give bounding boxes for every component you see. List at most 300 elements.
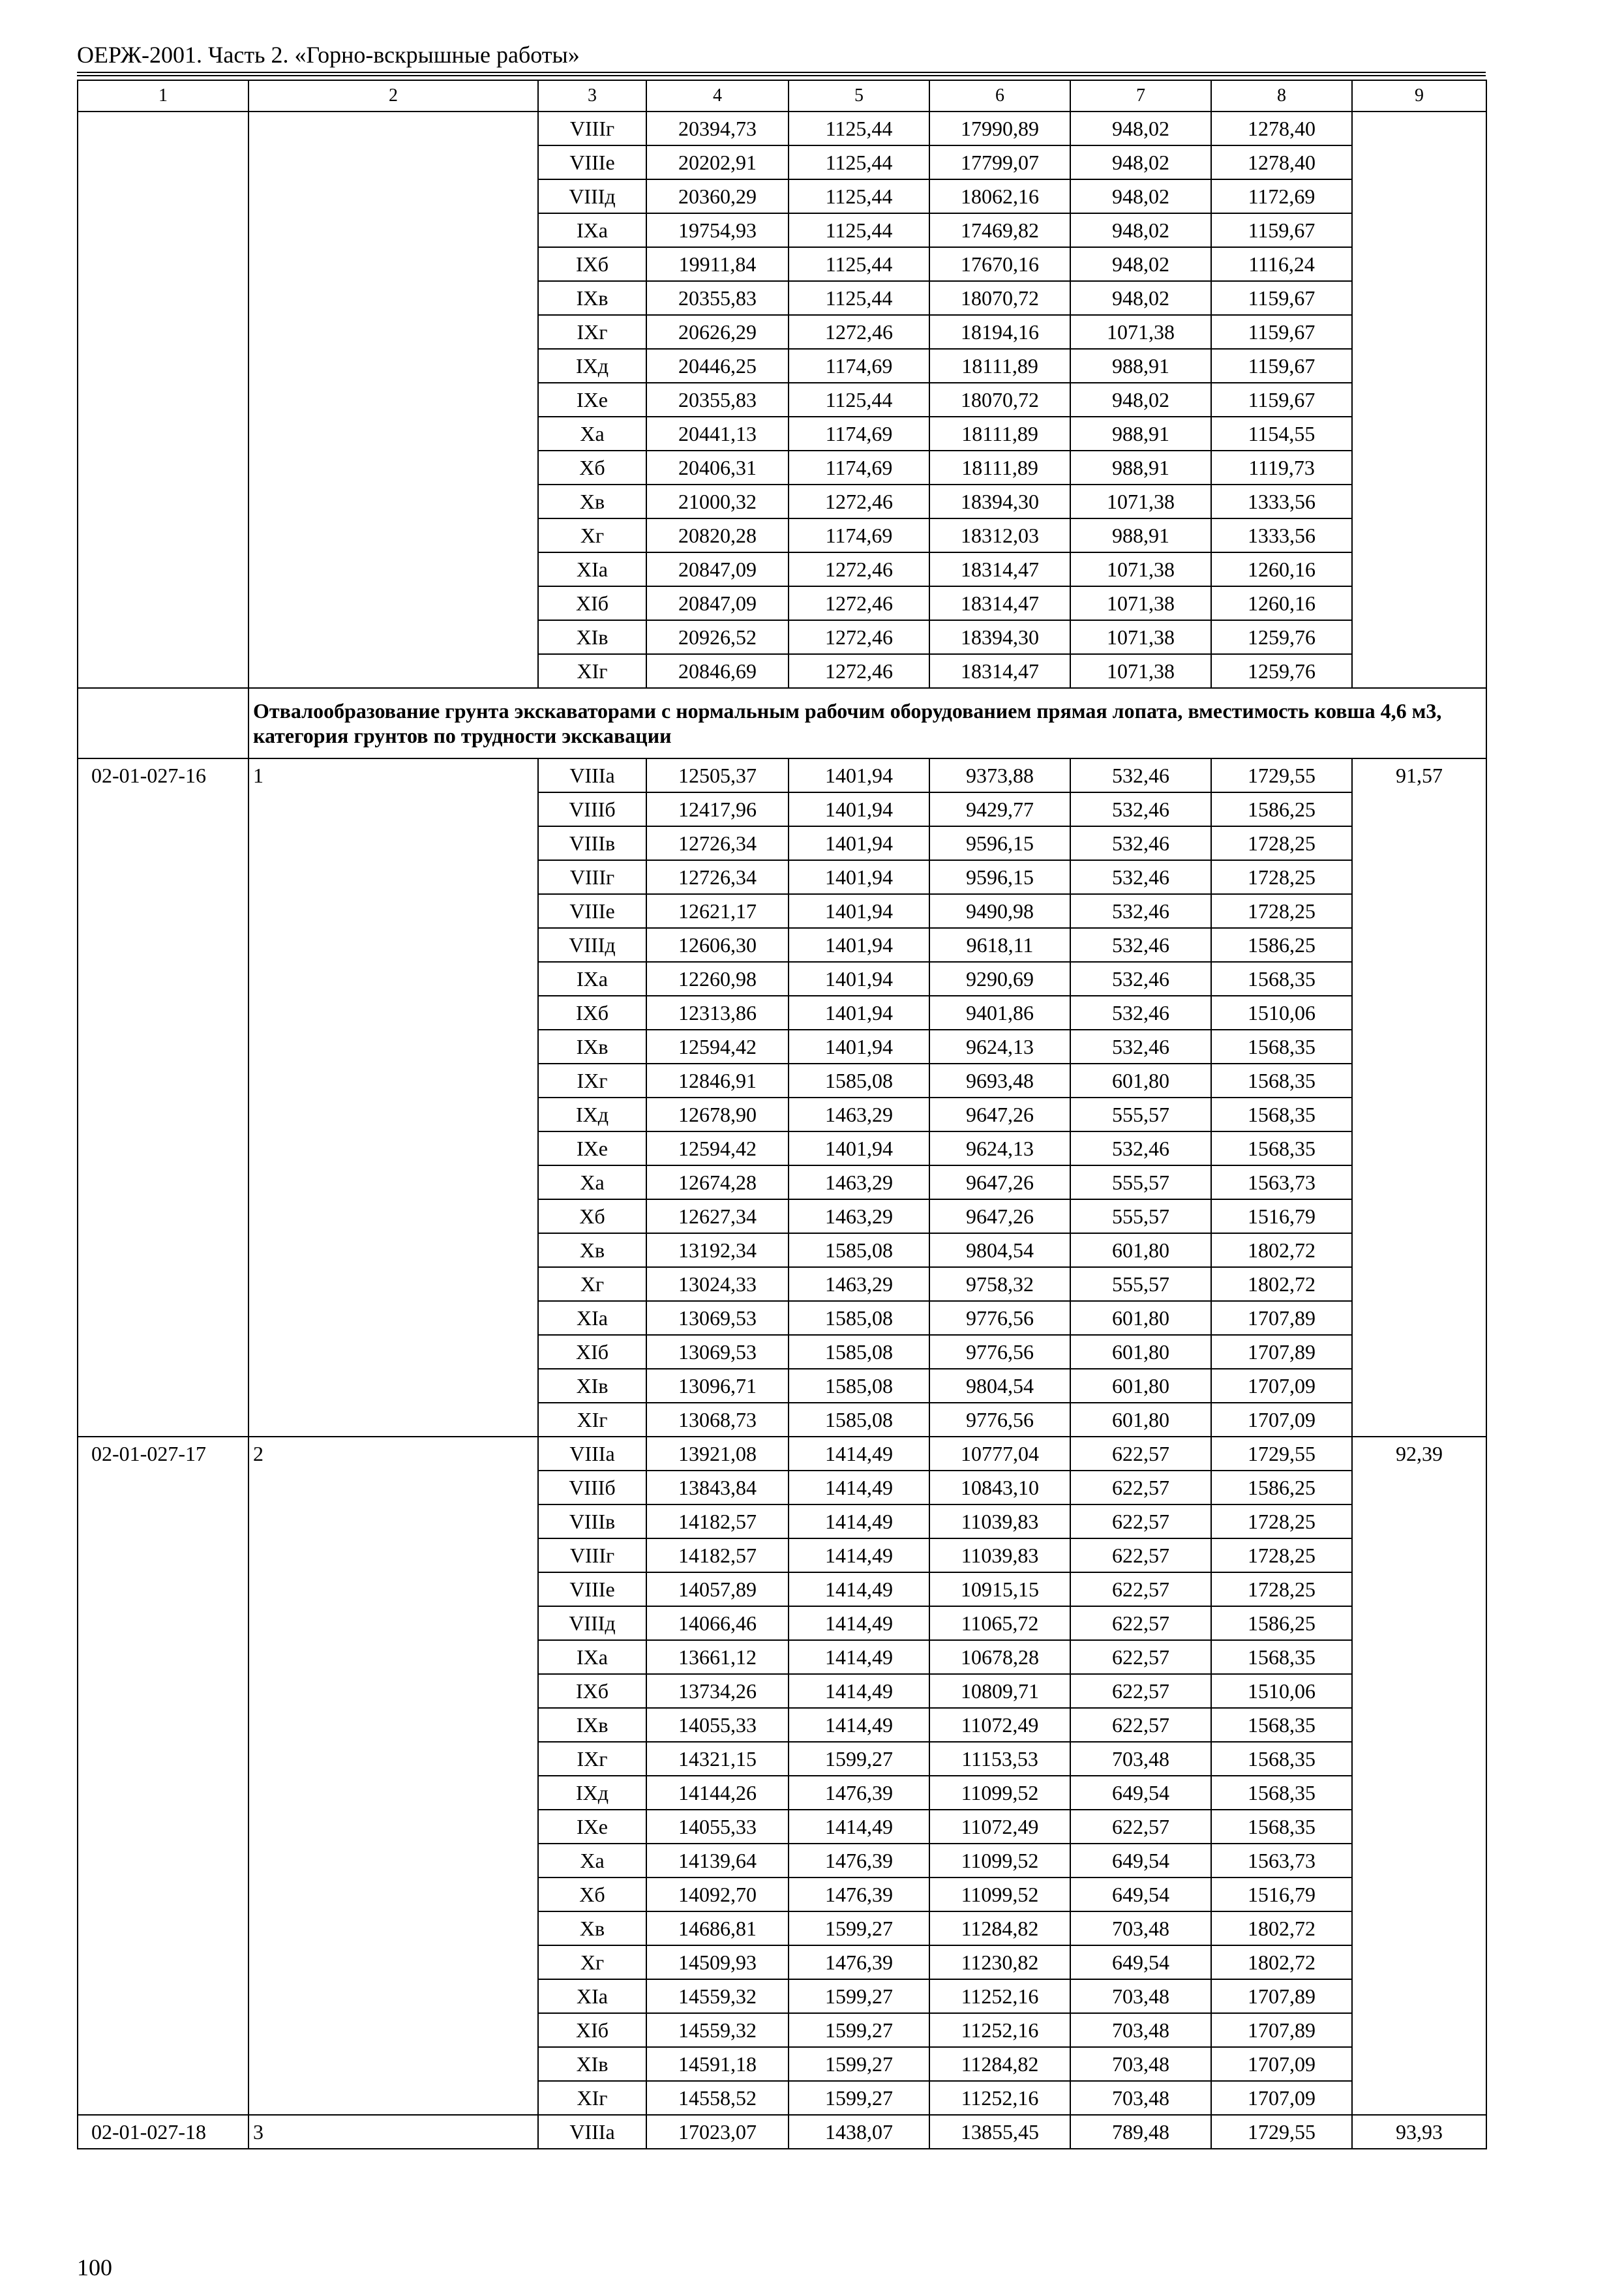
- category-cell: XIа: [538, 552, 646, 586]
- operators-wages-cell: 532,46: [1070, 792, 1211, 826]
- category-cell: XIа: [538, 1979, 646, 2013]
- total-cost-cell: 17023,07: [646, 2115, 789, 2149]
- total-cost-cell: 14321,15: [646, 1742, 789, 1776]
- wages-cell: 1272,46: [789, 586, 929, 620]
- total-cost-cell: 13192,34: [646, 1233, 789, 1267]
- wages-cell: 1272,46: [789, 552, 929, 586]
- machines-cell: 10915,15: [929, 1572, 1070, 1606]
- operators-wages-cell: 649,54: [1070, 1945, 1211, 1979]
- category-cell: IXа: [538, 1640, 646, 1674]
- category-cell: Xб: [538, 451, 646, 485]
- column-number-cell: 4: [646, 80, 789, 112]
- labor-cost-cell: 92,39: [1352, 1437, 1486, 2115]
- operators-wages-cell: 948,02: [1070, 213, 1211, 247]
- wages-cell: 1272,46: [789, 485, 929, 518]
- total-cost-cell: 14686,81: [646, 1911, 789, 1945]
- materials-cell: 1707,89: [1211, 2013, 1352, 2047]
- machines-cell: 11065,72: [929, 1606, 1070, 1640]
- machines-cell: 17799,07: [929, 145, 1070, 179]
- materials-cell: 1510,06: [1211, 996, 1352, 1030]
- category-cell: VIIIв: [538, 826, 646, 860]
- materials-cell: 1586,25: [1211, 1606, 1352, 1640]
- operators-wages-cell: 532,46: [1070, 1131, 1211, 1165]
- category-cell: Xа: [538, 1165, 646, 1199]
- wages-cell: 1414,49: [789, 1437, 929, 1471]
- total-cost-cell: 12594,42: [646, 1131, 789, 1165]
- machines-cell: 11039,83: [929, 1504, 1070, 1538]
- table-row: [78, 2115, 1486, 2149]
- total-cost-cell: 14182,57: [646, 1504, 789, 1538]
- operators-wages-cell: 622,57: [1070, 1504, 1211, 1538]
- category-cell: IXе: [538, 383, 646, 417]
- machines-cell: 9429,77: [929, 792, 1070, 826]
- operators-wages-cell: 555,57: [1070, 1165, 1211, 1199]
- total-cost-cell: 12606,30: [646, 928, 789, 962]
- total-cost-cell: 14591,18: [646, 2047, 789, 2081]
- total-cost-cell: 14139,64: [646, 1844, 789, 1878]
- table-row: [78, 1437, 1486, 1471]
- category-cell: IXе: [538, 1810, 646, 1844]
- machines-cell: 9804,54: [929, 1369, 1070, 1403]
- wages-cell: 1463,29: [789, 1098, 929, 1131]
- machines-cell: 9290,69: [929, 962, 1070, 996]
- number-cell: [248, 112, 538, 688]
- materials-cell: 1728,25: [1211, 860, 1352, 894]
- total-cost-cell: 13921,08: [646, 1437, 789, 1471]
- operators-wages-cell: 622,57: [1070, 1708, 1211, 1742]
- operators-wages-cell: 1071,38: [1070, 620, 1211, 654]
- category-cell: VIIIв: [538, 1504, 646, 1538]
- operators-wages-cell: 948,02: [1070, 112, 1211, 145]
- header-rule: [77, 72, 1486, 73]
- category-cell: XIв: [538, 2047, 646, 2081]
- total-cost-cell: 20820,28: [646, 518, 789, 552]
- category-cell: IXг: [538, 1064, 646, 1098]
- operators-wages-cell: 601,80: [1070, 1403, 1211, 1437]
- materials-cell: 1260,16: [1211, 552, 1352, 586]
- materials-cell: 1333,56: [1211, 485, 1352, 518]
- wages-cell: 1401,94: [789, 1131, 929, 1165]
- wages-cell: 1414,49: [789, 1640, 929, 1674]
- operators-wages-cell: 649,54: [1070, 1878, 1211, 1911]
- category-cell: Xв: [538, 1911, 646, 1945]
- machines-cell: 10843,10: [929, 1471, 1070, 1504]
- materials-cell: 1259,76: [1211, 620, 1352, 654]
- wages-cell: 1438,07: [789, 2115, 929, 2149]
- category-cell: VIIIе: [538, 145, 646, 179]
- machines-cell: 11153,53: [929, 1742, 1070, 1776]
- category-cell: IXв: [538, 1708, 646, 1742]
- operators-wages-cell: 555,57: [1070, 1267, 1211, 1301]
- machines-cell: 18062,16: [929, 179, 1070, 213]
- total-cost-cell: 14055,33: [646, 1708, 789, 1742]
- operators-wages-cell: 1071,38: [1070, 552, 1211, 586]
- machines-cell: 11252,16: [929, 1979, 1070, 2013]
- wages-cell: 1476,39: [789, 1844, 929, 1878]
- operators-wages-cell: 948,02: [1070, 281, 1211, 315]
- column-number-cell: 2: [248, 80, 538, 112]
- machines-cell: 9776,56: [929, 1301, 1070, 1335]
- total-cost-cell: 20355,83: [646, 281, 789, 315]
- category-cell: IXа: [538, 213, 646, 247]
- total-cost-cell: 12594,42: [646, 1030, 789, 1064]
- wages-cell: 1414,49: [789, 1606, 929, 1640]
- total-cost-cell: 13734,26: [646, 1674, 789, 1708]
- materials-cell: 1707,09: [1211, 1369, 1352, 1403]
- wages-cell: 1125,44: [789, 213, 929, 247]
- total-cost-cell: 14092,70: [646, 1878, 789, 1911]
- machines-cell: 11072,49: [929, 1708, 1070, 1742]
- rate-number-cell: 2: [248, 1437, 538, 2115]
- total-cost-cell: 13069,53: [646, 1335, 789, 1369]
- materials-cell: 1729,55: [1211, 758, 1352, 792]
- operators-wages-cell: 532,46: [1070, 1030, 1211, 1064]
- category-cell: XIб: [538, 586, 646, 620]
- total-cost-cell: 19911,84: [646, 247, 789, 281]
- materials-cell: 1728,25: [1211, 894, 1352, 928]
- category-cell: Xв: [538, 485, 646, 518]
- category-cell: VIIIб: [538, 1471, 646, 1504]
- category-cell: IXа: [538, 962, 646, 996]
- wages-cell: 1599,27: [789, 2047, 929, 2081]
- materials-cell: 1333,56: [1211, 518, 1352, 552]
- materials-cell: 1586,25: [1211, 792, 1352, 826]
- category-cell: VIIIд: [538, 928, 646, 962]
- wages-cell: 1401,94: [789, 860, 929, 894]
- machines-cell: 11099,52: [929, 1776, 1070, 1810]
- total-cost-cell: 14558,52: [646, 2081, 789, 2115]
- operators-wages-cell: 1071,38: [1070, 485, 1211, 518]
- labor-cost-cell: 91,57: [1352, 758, 1486, 1437]
- machines-cell: 9596,15: [929, 860, 1070, 894]
- wages-cell: 1174,69: [789, 451, 929, 485]
- wages-cell: 1585,08: [789, 1064, 929, 1098]
- category-cell: VIIIд: [538, 1606, 646, 1640]
- rate-code-cell: 02-01-027-16: [78, 758, 248, 1437]
- operators-wages-cell: 622,57: [1070, 1437, 1211, 1471]
- wages-cell: 1599,27: [789, 1742, 929, 1776]
- total-cost-cell: 12505,37: [646, 758, 789, 792]
- wages-cell: 1174,69: [789, 518, 929, 552]
- category-cell: Xг: [538, 1267, 646, 1301]
- machines-cell: 18312,03: [929, 518, 1070, 552]
- operators-wages-cell: 622,57: [1070, 1471, 1211, 1504]
- table-row: [78, 758, 1486, 792]
- total-cost-cell: 12417,96: [646, 792, 789, 826]
- page-number: 100: [77, 2254, 112, 2281]
- materials-cell: 1729,55: [1211, 2115, 1352, 2149]
- operators-wages-cell: 601,80: [1070, 1301, 1211, 1335]
- code-cell: [78, 112, 248, 688]
- operators-wages-cell: 622,57: [1070, 1674, 1211, 1708]
- operators-wages-cell: 1071,38: [1070, 586, 1211, 620]
- total-cost-cell: 13024,33: [646, 1267, 789, 1301]
- wages-cell: 1599,27: [789, 2013, 929, 2047]
- materials-cell: 1568,35: [1211, 1640, 1352, 1674]
- total-cost-cell: 12726,34: [646, 826, 789, 860]
- wages-cell: 1476,39: [789, 1776, 929, 1810]
- operators-wages-cell: 988,91: [1070, 518, 1211, 552]
- operators-wages-cell: 532,46: [1070, 962, 1211, 996]
- total-cost-cell: 14182,57: [646, 1538, 789, 1572]
- column-number-cell: 3: [538, 80, 646, 112]
- machines-cell: 11072,49: [929, 1810, 1070, 1844]
- wages-cell: 1599,27: [789, 1911, 929, 1945]
- total-cost-cell: 12621,17: [646, 894, 789, 928]
- category-cell: Xв: [538, 1233, 646, 1267]
- column-number-cell: 9: [1352, 80, 1486, 112]
- category-cell: IXе: [538, 1131, 646, 1165]
- operators-wages-cell: 703,48: [1070, 2081, 1211, 2115]
- category-cell: IXб: [538, 247, 646, 281]
- machines-cell: 17670,16: [929, 247, 1070, 281]
- materials-cell: 1568,35: [1211, 1742, 1352, 1776]
- section-heading-row: [78, 688, 1486, 758]
- machines-cell: 9401,86: [929, 996, 1070, 1030]
- total-cost-cell: 20926,52: [646, 620, 789, 654]
- materials-cell: 1568,35: [1211, 1810, 1352, 1844]
- materials-cell: 1728,25: [1211, 826, 1352, 860]
- total-cost-cell: 19754,93: [646, 213, 789, 247]
- materials-cell: 1116,24: [1211, 247, 1352, 281]
- wages-cell: 1463,29: [789, 1267, 929, 1301]
- rate-number-cell: 3: [248, 2115, 538, 2149]
- machines-cell: 9758,32: [929, 1267, 1070, 1301]
- wages-cell: 1585,08: [789, 1301, 929, 1335]
- materials-cell: 1728,25: [1211, 1504, 1352, 1538]
- total-cost-cell: 14559,32: [646, 1979, 789, 2013]
- category-cell: IXб: [538, 1674, 646, 1708]
- materials-cell: 1568,35: [1211, 1064, 1352, 1098]
- operators-wages-cell: 532,46: [1070, 894, 1211, 928]
- total-cost-cell: 20406,31: [646, 451, 789, 485]
- total-cost-cell: 14057,89: [646, 1572, 789, 1606]
- materials-cell: 1159,67: [1211, 213, 1352, 247]
- wages-cell: 1414,49: [789, 1538, 929, 1572]
- wages-cell: 1272,46: [789, 620, 929, 654]
- total-cost-cell: 12678,90: [646, 1098, 789, 1131]
- category-cell: VIIIе: [538, 1572, 646, 1606]
- column-number-cell: 1: [78, 80, 248, 112]
- machines-cell: 11284,82: [929, 1911, 1070, 1945]
- wages-cell: 1585,08: [789, 1369, 929, 1403]
- machines-cell: 18111,89: [929, 451, 1070, 485]
- total-cost-cell: 12726,34: [646, 860, 789, 894]
- category-cell: XIб: [538, 1335, 646, 1369]
- wages-cell: 1414,49: [789, 1471, 929, 1504]
- materials-cell: 1568,35: [1211, 1098, 1352, 1131]
- materials-cell: 1159,67: [1211, 315, 1352, 349]
- operators-wages-cell: 703,48: [1070, 1742, 1211, 1776]
- operators-wages-cell: 622,57: [1070, 1640, 1211, 1674]
- section-heading: Отвалообразование грунта экскаваторами с нормальным рабочим оборудованием прямая лопата, вместимость ковша 4,6 м3, категория грунтов по трудности экскавации: [248, 688, 1486, 758]
- operators-wages-cell: 948,02: [1070, 383, 1211, 417]
- operators-wages-cell: 601,80: [1070, 1064, 1211, 1098]
- category-cell: IXд: [538, 1776, 646, 1810]
- wages-cell: 1414,49: [789, 1674, 929, 1708]
- machines-cell: 9624,13: [929, 1030, 1070, 1064]
- operators-wages-cell: 948,02: [1070, 247, 1211, 281]
- materials-cell: 1729,55: [1211, 1437, 1352, 1471]
- materials-cell: 1728,25: [1211, 1538, 1352, 1572]
- machines-cell: 9647,26: [929, 1098, 1070, 1131]
- machines-cell: 18111,89: [929, 349, 1070, 383]
- machines-cell: 11284,82: [929, 2047, 1070, 2081]
- operators-wages-cell: 948,02: [1070, 179, 1211, 213]
- machines-cell: 11039,83: [929, 1538, 1070, 1572]
- wages-cell: 1401,94: [789, 962, 929, 996]
- materials-cell: 1278,40: [1211, 145, 1352, 179]
- operators-wages-cell: 622,57: [1070, 1538, 1211, 1572]
- machines-cell: 18394,30: [929, 485, 1070, 518]
- wages-cell: 1174,69: [789, 349, 929, 383]
- materials-cell: 1568,35: [1211, 1776, 1352, 1810]
- materials-cell: 1159,67: [1211, 349, 1352, 383]
- total-cost-cell: 20446,25: [646, 349, 789, 383]
- operators-wages-cell: 703,48: [1070, 1911, 1211, 1945]
- machines-cell: 9373,88: [929, 758, 1070, 792]
- total-cost-cell: 14509,93: [646, 1945, 789, 1979]
- labor-cost-cell: 93,93: [1352, 2115, 1486, 2149]
- total-cost-cell: 13069,53: [646, 1301, 789, 1335]
- materials-cell: 1728,25: [1211, 1572, 1352, 1606]
- machines-cell: 18070,72: [929, 281, 1070, 315]
- operators-wages-cell: 789,48: [1070, 2115, 1211, 2149]
- wages-cell: 1463,29: [789, 1199, 929, 1233]
- wages-cell: 1125,44: [789, 179, 929, 213]
- machines-cell: 9624,13: [929, 1131, 1070, 1165]
- rates-table: [77, 80, 1487, 2149]
- category-cell: VIIIд: [538, 179, 646, 213]
- page-header-title: ОЕРЖ-2001. Часть 2. «Горно-вскрышные работы»: [77, 42, 580, 68]
- category-cell: Xг: [538, 1945, 646, 1979]
- operators-wages-cell: 555,57: [1070, 1098, 1211, 1131]
- materials-cell: 1586,25: [1211, 928, 1352, 962]
- wages-cell: 1125,44: [789, 247, 929, 281]
- materials-cell: 1707,09: [1211, 2081, 1352, 2115]
- wages-cell: 1401,94: [789, 894, 929, 928]
- category-cell: VIIIа: [538, 1437, 646, 1471]
- operators-wages-cell: 532,46: [1070, 928, 1211, 962]
- category-cell: IXб: [538, 996, 646, 1030]
- materials-cell: 1802,72: [1211, 1945, 1352, 1979]
- materials-cell: 1154,55: [1211, 417, 1352, 451]
- materials-cell: 1516,79: [1211, 1878, 1352, 1911]
- operators-wages-cell: 988,91: [1070, 417, 1211, 451]
- operators-wages-cell: 649,54: [1070, 1776, 1211, 1810]
- total-cost-cell: 20394,73: [646, 112, 789, 145]
- materials-cell: 1568,35: [1211, 962, 1352, 996]
- materials-cell: 1172,69: [1211, 179, 1352, 213]
- table-row: [78, 112, 1486, 145]
- category-cell: IXв: [538, 281, 646, 315]
- wages-cell: 1599,27: [789, 1979, 929, 2013]
- total-cost-cell: 20355,83: [646, 383, 789, 417]
- materials-cell: 1159,67: [1211, 281, 1352, 315]
- total-cost-cell: 14055,33: [646, 1810, 789, 1844]
- category-cell: Xб: [538, 1878, 646, 1911]
- machines-cell: 17469,82: [929, 213, 1070, 247]
- materials-cell: 1510,06: [1211, 1674, 1352, 1708]
- labor-cell: [1352, 112, 1486, 688]
- operators-wages-cell: 532,46: [1070, 758, 1211, 792]
- column-number-cell: 7: [1070, 80, 1211, 112]
- total-cost-cell: 12313,86: [646, 996, 789, 1030]
- wages-cell: 1125,44: [789, 383, 929, 417]
- category-cell: Xа: [538, 417, 646, 451]
- machines-cell: 9776,56: [929, 1403, 1070, 1437]
- materials-cell: 1278,40: [1211, 112, 1352, 145]
- wages-cell: 1125,44: [789, 281, 929, 315]
- machines-cell: 10678,28: [929, 1640, 1070, 1674]
- wages-cell: 1599,27: [789, 2081, 929, 2115]
- header-rule-double: [77, 75, 1486, 76]
- machines-cell: 10809,71: [929, 1674, 1070, 1708]
- machines-cell: 18070,72: [929, 383, 1070, 417]
- total-cost-cell: 14559,32: [646, 2013, 789, 2047]
- wages-cell: 1401,94: [789, 758, 929, 792]
- category-cell: Xг: [538, 518, 646, 552]
- total-cost-cell: 13843,84: [646, 1471, 789, 1504]
- operators-wages-cell: 649,54: [1070, 1844, 1211, 1878]
- wages-cell: 1585,08: [789, 1403, 929, 1437]
- category-cell: VIIIг: [538, 860, 646, 894]
- materials-cell: 1707,89: [1211, 1301, 1352, 1335]
- machines-cell: 17990,89: [929, 112, 1070, 145]
- operators-wages-cell: 988,91: [1070, 349, 1211, 383]
- machines-cell: 18394,30: [929, 620, 1070, 654]
- machines-cell: 18314,47: [929, 552, 1070, 586]
- machines-cell: 11252,16: [929, 2013, 1070, 2047]
- materials-cell: 1802,72: [1211, 1233, 1352, 1267]
- machines-cell: 9618,11: [929, 928, 1070, 962]
- machines-cell: 11230,82: [929, 1945, 1070, 1979]
- operators-wages-cell: 601,80: [1070, 1369, 1211, 1403]
- total-cost-cell: 20202,91: [646, 145, 789, 179]
- column-number-cell: 5: [789, 80, 929, 112]
- rate-code-cell: 02-01-027-18: [78, 2115, 248, 2149]
- materials-cell: 1802,72: [1211, 1911, 1352, 1945]
- operators-wages-cell: 988,91: [1070, 451, 1211, 485]
- category-cell: XIб: [538, 2013, 646, 2047]
- section-heading-spacer: [78, 688, 248, 758]
- materials-cell: 1568,35: [1211, 1030, 1352, 1064]
- operators-wages-cell: 1071,38: [1070, 654, 1211, 688]
- materials-cell: 1707,09: [1211, 1403, 1352, 1437]
- table-body: [78, 80, 1486, 2149]
- machines-cell: 9647,26: [929, 1165, 1070, 1199]
- materials-cell: 1707,09: [1211, 2047, 1352, 2081]
- category-cell: IXд: [538, 349, 646, 383]
- total-cost-cell: 13096,71: [646, 1369, 789, 1403]
- machines-cell: 18314,47: [929, 586, 1070, 620]
- operators-wages-cell: 948,02: [1070, 145, 1211, 179]
- category-cell: IXд: [538, 1098, 646, 1131]
- wages-cell: 1476,39: [789, 1945, 929, 1979]
- category-cell: XIв: [538, 1369, 646, 1403]
- rate-number-cell: 1: [248, 758, 538, 1437]
- total-cost-cell: 12627,34: [646, 1199, 789, 1233]
- operators-wages-cell: 622,57: [1070, 1810, 1211, 1844]
- operators-wages-cell: 703,48: [1070, 2047, 1211, 2081]
- column-number-row: [78, 80, 1486, 112]
- total-cost-cell: 13661,12: [646, 1640, 789, 1674]
- materials-cell: 1563,73: [1211, 1165, 1352, 1199]
- wages-cell: 1463,29: [789, 1165, 929, 1199]
- wages-cell: 1414,49: [789, 1504, 929, 1538]
- operators-wages-cell: 532,46: [1070, 826, 1211, 860]
- category-cell: VIIIг: [538, 112, 646, 145]
